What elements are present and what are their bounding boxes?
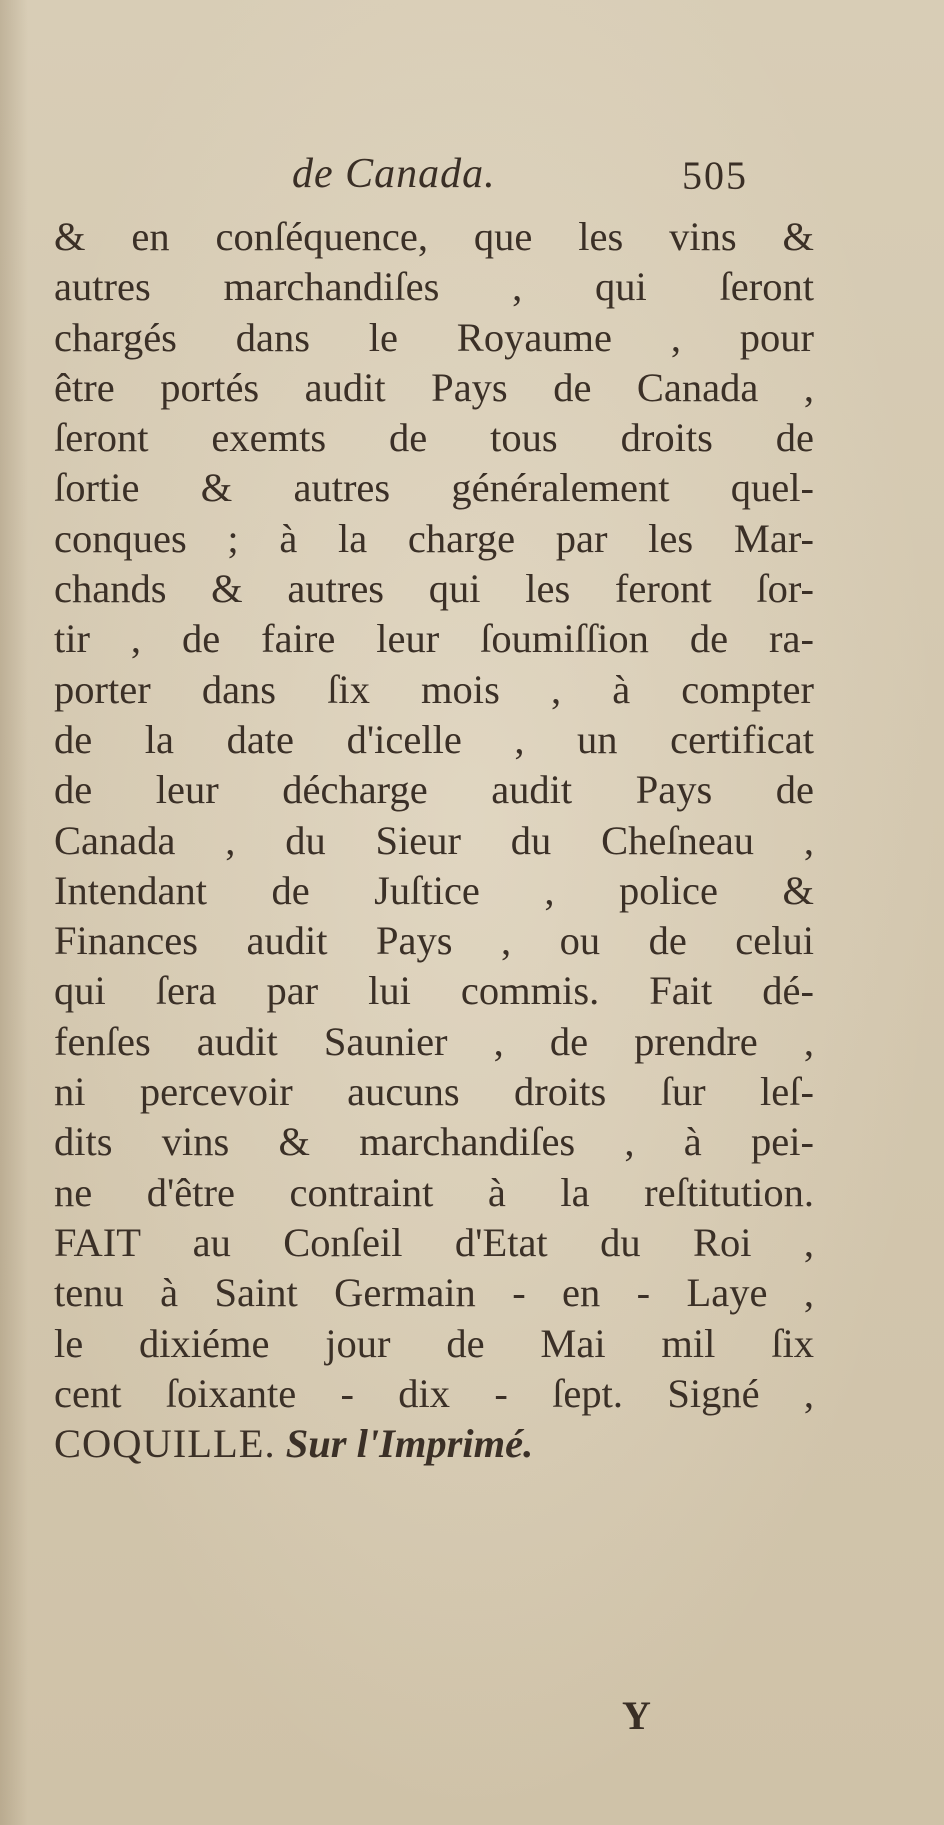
- text-line: chargés dans le Royaume , pour: [54, 314, 814, 360]
- text-line: ſortie & autres généralement quel-: [54, 465, 814, 511]
- text-line: chands & autres qui les feront ſor-: [54, 566, 814, 612]
- text-line: de la date d'icelle , un certificat: [54, 716, 814, 762]
- text-line: dits vins & marchandiſes , à pei-: [54, 1119, 814, 1165]
- page-number: 505: [682, 153, 748, 198]
- text-line: Intendant de Juſtice , police &: [54, 867, 814, 913]
- spine-shadow: [0, 0, 28, 1825]
- text-line: Canada , du Sieur du Cheſneau ,: [54, 817, 814, 863]
- text-line: de leur décharge audit Pays de: [54, 767, 814, 813]
- text-line: tir , de faire leur ſoumiſſion de ra-: [54, 616, 814, 662]
- catchword: Y: [622, 1693, 651, 1738]
- text-line: Finances audit Pays , ou de celui: [54, 918, 814, 964]
- text-line: FAIT au Conſeil d'Etat du Roi ,: [54, 1219, 814, 1265]
- body-text: [54, 212, 814, 1469]
- text-line: ne d'être contraint à la reſtitution.: [54, 1169, 814, 1215]
- page-header: [0, 150, 944, 210]
- text-line: être portés audit Pays de Canada ,: [54, 364, 814, 410]
- running-title: de Canada.: [292, 151, 496, 197]
- text-line: qui ſera par lui commis. Fait dé-: [54, 968, 814, 1014]
- text-line: ſeront exemts de tous droits de: [54, 415, 814, 461]
- signatory-name: COQUILLE.: [54, 1421, 276, 1467]
- text-line: conques ; à la charge par les Mar-: [54, 515, 814, 561]
- text-line: fenſes audit Saunier , de prendre ,: [54, 1018, 814, 1064]
- text-line: le dixiéme jour de Mai mil ſix: [54, 1320, 814, 1366]
- text-line: porter dans ſix mois , à compter: [54, 666, 814, 712]
- source-note: Sur l'Imprimé.: [285, 1421, 534, 1467]
- text-line: tenu à Saint Germain - en - Laye ,: [54, 1270, 814, 1316]
- text-line: & en conſéquence, que les vins &: [54, 214, 814, 259]
- text-line: autres marchandiſes , qui ſeront: [54, 264, 814, 310]
- text-line: cent ſoixante - dix - ſept. Signé ,: [54, 1370, 814, 1416]
- text-line: ni percevoir aucuns droits ſur leſ-: [54, 1069, 814, 1115]
- signature-line: [54, 1419, 814, 1469]
